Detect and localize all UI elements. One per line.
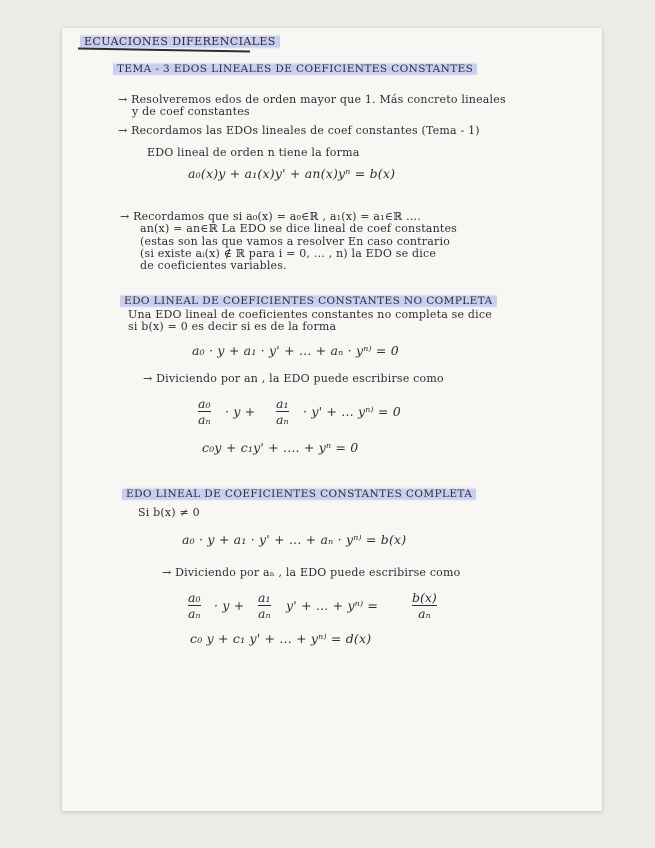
recall-line-1: → Recordamos que si a₀(x) = a₀∈ℝ , a₁(x) = a₁∈ℝ .... <box>120 210 421 223</box>
section-heading-no-completa: EDO LINEAL DE COEFICIENTES CONSTANTES NO COMPLETA <box>120 294 497 308</box>
c-frac-eq-mid1: · y + <box>214 598 245 613</box>
section-heading-completa: EDO LINEAL DE COEFICIENTES CONSTANTES COMPLETA <box>122 487 476 501</box>
c-divide-text: → Diviciendo por aₙ , la EDO puede escribirse como <box>162 566 461 579</box>
c-fraction-bx-an: b(x) aₙ <box>412 590 437 621</box>
c-equation: a₀ · y + a₁ · y' + ... + aₙ · yⁿ⁾ = b(x) <box>182 532 407 547</box>
recall-line-2: an(x) = an∈ℝ La EDO se dice lineal de coef constantes <box>140 222 458 235</box>
nc-divide-text: → Diviciendo por an , la EDO puede escribirse como <box>143 372 444 385</box>
nc-equation: a₀ · y + a₁ · y' + ... + aₙ · yⁿ⁾ = 0 <box>192 343 399 358</box>
c-condition: Si b(x) ≠ 0 <box>138 506 200 519</box>
nc-fraction-a1-an: a₁ aₙ <box>276 396 289 427</box>
intro-line-4: EDO lineal de orden n tiene la forma <box>147 146 360 159</box>
recall-line-4: (si existe aᵢ(x) ∉ ℝ para i = 0, ... , n) la EDO se dice <box>140 247 437 260</box>
c-equation-2: c₀ y + c₁ y' + ... + yⁿ⁾ = d(x) <box>190 631 372 646</box>
nc-equation-2: c₀y + c₁y' + .... + yⁿ = 0 <box>202 440 359 455</box>
c-frac-eq-mid2: y' + ... + yⁿ⁾ = <box>286 598 379 613</box>
page-title: ECUACIONES DIFERENCIALES <box>80 34 280 49</box>
recall-line-3: (estas son las que vamos a resolver En caso contrario <box>140 235 451 248</box>
recall-line-5: de coeficientes variables. <box>140 259 287 272</box>
intro-line-3: → Recordamos las EDOs lineales de coef constantes (Tema - 1) <box>118 124 480 137</box>
intro-equation: a₀(x)y + a₁(x)y' + an(x)yⁿ = b(x) <box>188 166 396 181</box>
c-fraction-a0-an: a₀ aₙ <box>188 590 201 621</box>
intro-line-2: y de coef constantes <box>132 105 250 118</box>
nc-line-2: si b(x) = 0 es decir si es de la forma <box>128 320 337 333</box>
nc-frac-eq-mid2: · y' + ... yⁿ⁾ = 0 <box>303 404 401 419</box>
nc-frac-eq-mid1: · y + <box>225 404 256 419</box>
c-fraction-a1-an: a₁ aₙ <box>258 590 271 621</box>
topic-heading: TEMA - 3 EDOS LINEALES DE COEFICIENTES CONSTANTES <box>113 62 477 76</box>
nc-fraction-a0-an: a₀ aₙ <box>198 396 211 427</box>
nc-line-1: Una EDO lineal de coeficientes constantes no completa se dice <box>128 308 492 321</box>
intro-line-1: → Resolveremos edos de orden mayor que 1. Más concreto lineales <box>118 93 506 106</box>
